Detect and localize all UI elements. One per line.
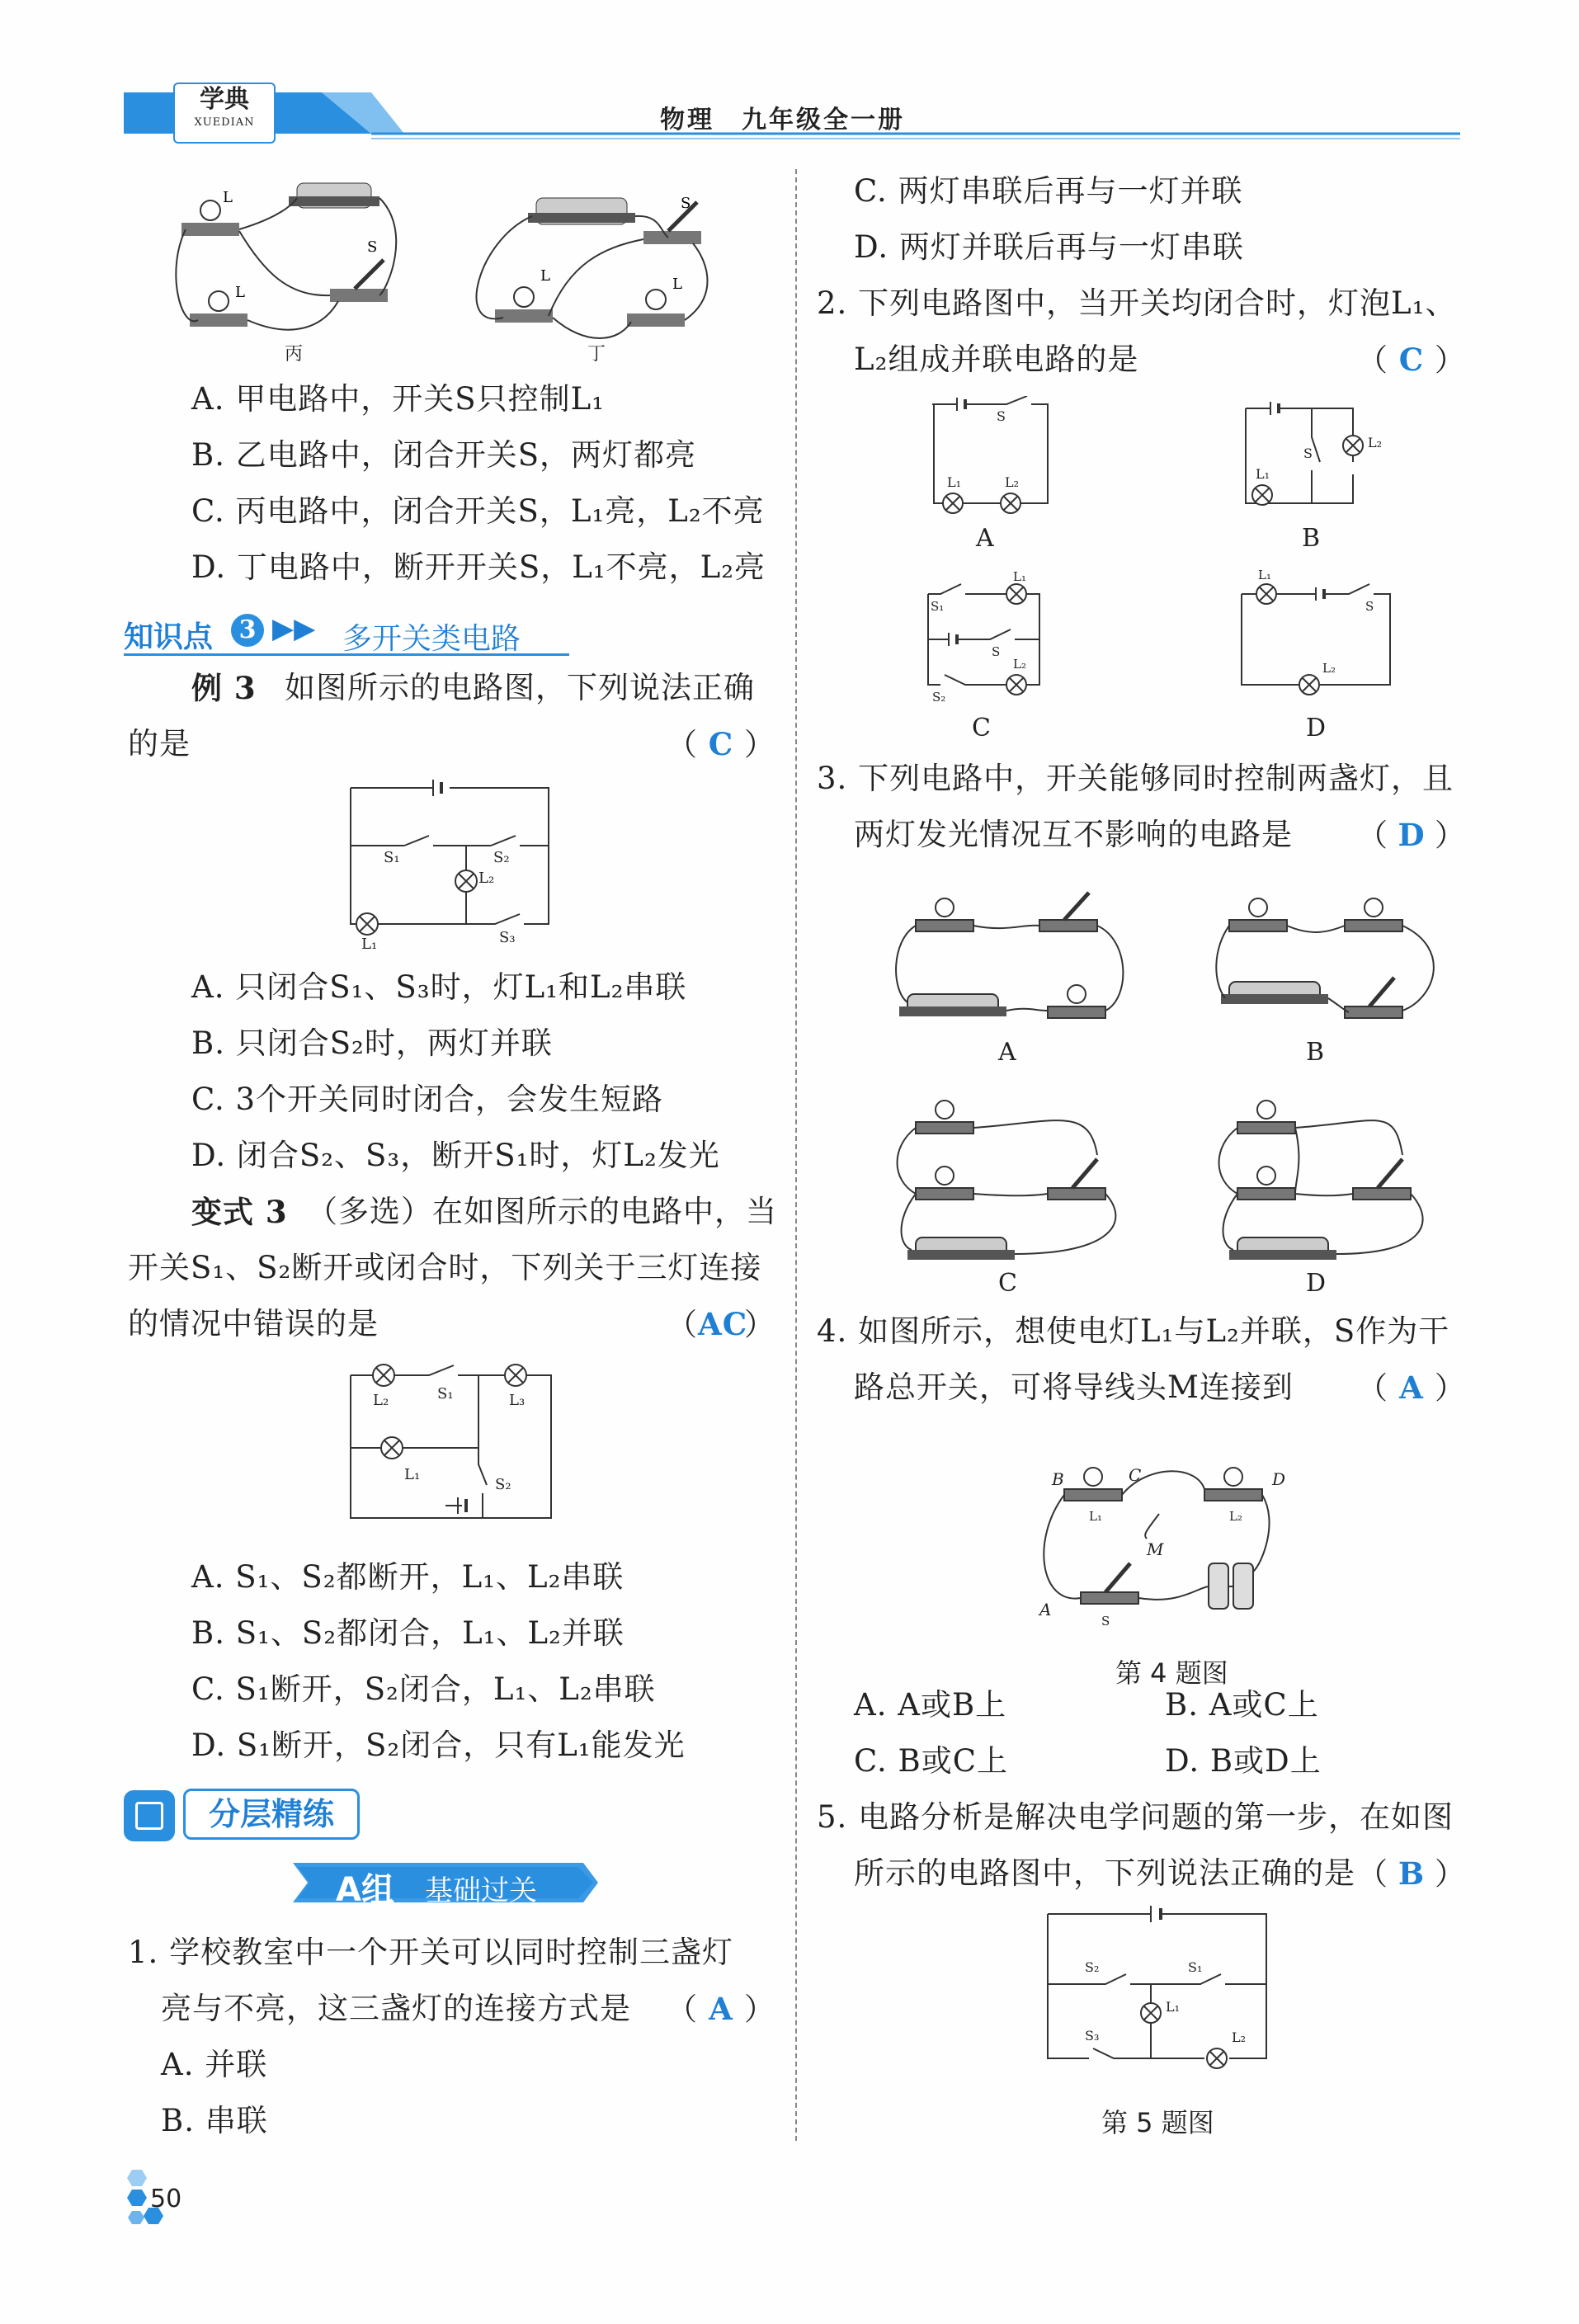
answer: D	[1398, 817, 1426, 853]
svg-text:S₃: S₃	[1085, 2028, 1100, 2044]
question-2-line-2: L₂组成并联电路的是	[854, 342, 1139, 377]
option-d: D. 丁电路中，断开开关S，L₁不亮，L₂亮	[191, 549, 766, 585]
svg-text:S: S	[992, 644, 1001, 659]
svg-text:L₁: L₁	[1013, 569, 1026, 584]
option-c: C. 3个开关同时闭合，会发生短路	[191, 1082, 664, 1117]
option-label-d: D	[1306, 714, 1327, 742]
circuit-diagram-example3	[338, 780, 561, 956]
answer-paren: （ D ）	[1357, 817, 1466, 853]
option-d: D. 闭合S₂、S₃，断开S₁时，灯L₂发光	[191, 1138, 720, 1173]
svg-text:L₂: L₂	[1229, 1509, 1242, 1524]
group-label: A组	[336, 1871, 394, 1909]
svg-text:S: S	[997, 408, 1006, 424]
svg-text:L₂: L₂	[1005, 474, 1020, 490]
example-label: 例 3	[191, 670, 257, 706]
physical-circuit-ding	[462, 165, 726, 366]
physical-circuit-bing	[165, 165, 412, 366]
notebook-icon	[124, 1790, 175, 1841]
svg-text:A: A	[1039, 1600, 1052, 1619]
svg-text:L₂: L₂	[373, 1392, 389, 1409]
svg-text:L: L	[540, 267, 550, 285]
svg-text:L₁: L₁	[1256, 466, 1270, 482]
option-d: D. S₁断开，S₂闭合，只有L₁能发光	[191, 1728, 686, 1763]
physical-circuit-option-d	[1213, 1072, 1452, 1290]
option-b: B. A或C上	[1165, 1687, 1319, 1723]
svg-text:M: M	[1147, 1539, 1164, 1559]
logo-en: XUEDIAN	[194, 116, 255, 129]
question-4-line-1: 4. 如图所示，想使电灯L₁与L₂并联，S作为干	[817, 1313, 1450, 1349]
answer-paren: （ C ）	[1357, 342, 1466, 378]
svg-text:S₂: S₂	[1085, 1959, 1100, 1975]
option-label-a: A	[998, 1038, 1016, 1067]
group-subtitle: 基础过关	[425, 1874, 537, 1907]
circuit-diagram-question-5	[1044, 1906, 1275, 2086]
kp-title: 多开关类电路	[342, 622, 521, 656]
answer-paren: （ A ）	[667, 1991, 775, 2027]
figure-caption-5: 第 5 题图	[1101, 2107, 1214, 2138]
question-2-line-1: 2. 下列电路图中，当开关均闭合时，灯泡L₁、	[817, 285, 1457, 321]
example-stem-1: 如图所示的电路图，下列说法正确	[285, 670, 755, 705]
svg-text:D: D	[1272, 1469, 1286, 1489]
svg-text:S₂: S₂	[493, 849, 510, 866]
physical-circuit-option-b	[1213, 874, 1452, 1043]
option-a: A. A或B上	[854, 1687, 1007, 1723]
svg-text:S₁: S₁	[931, 599, 945, 614]
svg-text:S₂: S₂	[932, 690, 946, 701]
svg-text:L₁: L₁	[1089, 1509, 1102, 1524]
answer: AC	[698, 1306, 748, 1342]
variant-stem-2: 开关S₁、S₂断开或闭合时，下列关于三灯连接	[128, 1250, 762, 1285]
section-title: 分层精练	[208, 1796, 334, 1832]
svg-text:S: S	[1365, 599, 1374, 614]
answer-paren: （AC）	[667, 1306, 775, 1342]
logo	[173, 82, 276, 144]
svg-text:L₂: L₂	[478, 870, 495, 887]
column-divider	[795, 169, 797, 2141]
svg-text:C: C	[1129, 1465, 1142, 1485]
question-1-line-2: 亮与不亮，这三盏灯的连接方式是	[161, 1991, 631, 2026]
svg-text:S₂: S₂	[495, 1476, 511, 1493]
kp-number-badge: 3	[231, 614, 264, 647]
answer: B	[1398, 1855, 1426, 1892]
svg-text:L₂: L₂	[1368, 435, 1383, 450]
circuit-option-d	[1233, 569, 1398, 705]
option-label-b: B	[1302, 524, 1321, 553]
question-4-line-2: 路总开关，可将导线头M连接到	[854, 1369, 1294, 1405]
svg-text:L: L	[235, 284, 245, 301]
answer-paren: （ A ）	[1357, 1369, 1466, 1406]
answer-paren: （ B ）	[1357, 1855, 1466, 1892]
option-label-a: A	[976, 524, 994, 553]
svg-text:L₂: L₂	[1322, 661, 1336, 676]
answer: C	[708, 726, 734, 762]
physical-circuit-option-a	[891, 874, 1130, 1043]
section-title-box	[183, 1789, 360, 1840]
arrow-icon: ▶▶	[272, 612, 316, 645]
question-5-line-1: 5. 电路分析是解决电学问题的第一步，在如图	[817, 1799, 1454, 1835]
header	[124, 82, 1460, 148]
fig-label-bing: 丙	[285, 344, 304, 365]
variant-stem-3: 的情况中错误的是	[128, 1306, 379, 1341]
circuit-option-b	[1237, 396, 1386, 523]
svg-text:L₁: L₁	[404, 1466, 421, 1483]
svg-text:S: S	[1303, 445, 1313, 461]
question-3-line-2: 两灯发光情况互不影响的电路是	[854, 817, 1293, 852]
answer: C	[1398, 342, 1425, 378]
circuit-option-a	[924, 396, 1056, 523]
variant-label: 变式 3	[191, 1194, 288, 1230]
svg-text:B: B	[1052, 1469, 1064, 1489]
kp-prefix: 知识点	[124, 620, 214, 654]
circuit-option-c	[916, 569, 1056, 705]
option-d: D. B或D上	[1165, 1743, 1322, 1779]
physical-circuit-question-4	[1031, 1440, 1312, 1641]
svg-text:L₁: L₁	[1258, 569, 1271, 582]
option-label-b: B	[1306, 1038, 1325, 1067]
logo-cn: 学典	[200, 85, 249, 114]
question-5-line-2: 所示的电路图中，下列说法正确的是	[854, 1855, 1355, 1891]
option-a: A. S₁、S₂都断开，L₁、L₂串联	[191, 1559, 625, 1595]
svg-text:L₁: L₁	[947, 474, 962, 490]
option-a: A. 只闭合S₁、S₃时，灯L₁和L₂串联	[191, 969, 687, 1005]
answer: A	[709, 1991, 733, 2027]
svg-text:L₃: L₃	[509, 1392, 526, 1409]
option-a: A. 并联	[161, 2047, 268, 2082]
svg-text:L₁: L₁	[1166, 1999, 1181, 2015]
svg-text:S: S	[367, 238, 378, 256]
fig-label-ding: 丁	[587, 344, 606, 365]
example-stem-2: 的是	[128, 726, 191, 761]
variant-stem-1: （多选）在如图所示的电路中，当	[307, 1194, 777, 1229]
group-banner	[293, 1859, 598, 1907]
option-b: B. 只闭合S₂时，两灯并联	[191, 1025, 553, 1061]
answer: A	[1399, 1369, 1424, 1406]
question-3-line-1: 3. 下列电路中，开关能够同时控制两盏灯，且	[817, 761, 1454, 796]
svg-text:L₂: L₂	[1232, 2029, 1247, 2045]
circuit-diagram-variant3	[338, 1357, 561, 1534]
option-b: B. 乙电路中，闭合开关S，两灯都亮	[191, 437, 697, 473]
option-label-c: C	[972, 714, 991, 742]
option-a: A. 甲电路中，开关S只控制L₁	[191, 381, 605, 417]
option-label-d: D	[1306, 1269, 1327, 1298]
figure-caption-4: 第 4 题图	[1115, 1657, 1228, 1689]
option-d: D. 两灯并联后再与一灯串联	[854, 229, 1244, 265]
option-b: B. 串联	[161, 2103, 268, 2138]
svg-text:S: S	[1101, 1614, 1110, 1629]
option-label-c: C	[998, 1269, 1017, 1298]
physical-circuit-option-c	[891, 1072, 1130, 1290]
svg-text:S₁: S₁	[384, 849, 400, 866]
svg-text:L: L	[672, 276, 682, 293]
svg-text:S₁: S₁	[437, 1385, 454, 1402]
section-banner	[124, 1789, 363, 1843]
svg-text:S₃: S₃	[499, 929, 516, 946]
option-c: C. S₁断开，S₂闭合，L₁、L₂串联	[191, 1671, 656, 1707]
knowledge-point-heading	[124, 610, 569, 656]
option-c: C. B或C上	[854, 1743, 1009, 1779]
svg-text:L₁: L₁	[361, 936, 378, 953]
svg-text:S: S	[681, 195, 691, 212]
svg-text:S₁: S₁	[1188, 1959, 1203, 1975]
answer-paren: （ C ）	[667, 726, 775, 762]
page-title: 物理 九年级全一册	[660, 106, 905, 134]
svg-text:L₂: L₂	[1013, 657, 1026, 672]
option-c: C. 丙电路中，闭合开关S，L₁亮，L₂不亮	[191, 493, 765, 529]
page-number: 50	[150, 2185, 182, 2213]
option-c: C. 两灯串联后再与一灯并联	[854, 173, 1243, 209]
option-b: B. S₁、S₂都闭合，L₁、L₂并联	[191, 1615, 625, 1651]
question-1-line-1: 1. 学校教室中一个开关可以同时控制三盏灯	[128, 1935, 734, 1970]
svg-text:L: L	[223, 189, 233, 206]
